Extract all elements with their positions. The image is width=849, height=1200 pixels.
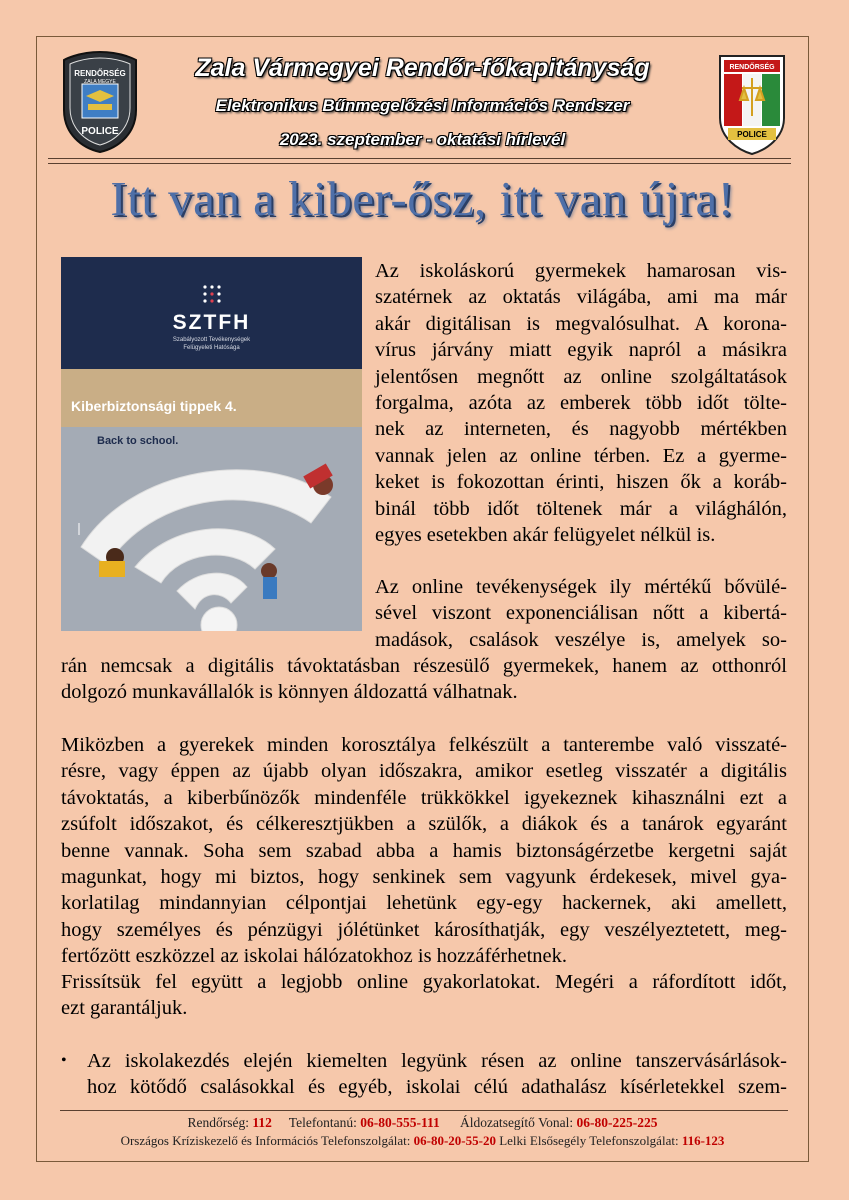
text-line: madások, csalások veszélye is, amelyek so- — [375, 628, 787, 651]
text-line: egyes esetekben akár felügyelet nélkül is. — [375, 524, 716, 547]
svg-text:RENDŐRSÉG: RENDŐRSÉG — [729, 64, 775, 71]
header-subtitle: Elektronikus Bűnmegelőzési Információs Rendszer — [215, 96, 630, 115]
text-line: fertőzött eszközzel az iskolai hálózatokhoz is hozzáférhetnek. — [61, 945, 567, 968]
cover-tip-label: Kiberbiztonsági tippek 4. — [71, 398, 237, 414]
paragraph-context — [61, 732, 787, 970]
bullet-item — [87, 1048, 787, 1101]
header-date: 2023. szeptember - oktatási hírlevél — [279, 130, 566, 149]
text-line: benne vannak. Soha sem szabad abba a hamis biztonságérzetbe kergetni saját — [61, 839, 787, 862]
cover-caption: Back to school. — [97, 435, 179, 447]
text-line: korlatilag mindannyian célpontjai lehetünk egy-egy hackernek, aki amellett, — [61, 892, 787, 915]
text-line: dolgozó munkavállalók is könnyen áldozattá válhatnak. — [61, 681, 518, 704]
victim-support-number: 06-80-225-225 — [576, 1115, 658, 1130]
text-line: Az online tevékenységek ily mértékű bővülé- — [375, 576, 787, 598]
text-line: vírus járvány miatt egyik napról a másikra — [375, 339, 787, 362]
text-line: jelentősen megnőtt az online szolgáltatások — [375, 365, 787, 388]
text-line: Frissítsük fel együtt a legjobb online gyakorlatokat. Megéri a ráfordított időt, — [61, 971, 787, 993]
paragraph-intro — [375, 258, 787, 548]
text-line: Az iskoláskorú gyermekek hamarosan vis- — [375, 260, 787, 282]
header-divider-bottom — [48, 163, 791, 164]
text-line: sével viszont exponenciálisan nőtt a kibertá- — [375, 602, 787, 625]
text-line: binál több időt töltenek már a világhálón, — [375, 497, 787, 520]
svg-text:POLICE: POLICE — [737, 130, 767, 139]
text-line: résre, vagy éppen az újabb olyan időszakra, amikor esetleg visszatér a digitális — [61, 760, 787, 783]
text-line: rán nemcsak a digitális távoktatásban részesülő gyermekek, hanem az otthonról — [61, 655, 787, 677]
cover-image — [61, 257, 362, 631]
text-line: szatérnek az oktatás világába, ami ma már — [375, 286, 787, 309]
paragraph-growth-continued — [61, 653, 787, 706]
paragraph-refresh — [61, 969, 787, 1022]
text-line: hoz kötődő csalásokkal és egyéb, iskolai célú adathalász kísérletekkel szem- — [87, 1076, 787, 1099]
text-line: Miközben a gyerekek minden korosztálya felkészült a tanterembe való visszaté- — [61, 734, 787, 756]
header-title: Zala Vármegyei Rendőr-főkapitányság — [195, 54, 650, 82]
header — [36, 36, 809, 166]
svg-text:ZALA MEGYE: ZALA MEGYE — [84, 79, 116, 85]
text-line: nek az interneten, és nagyobb mértékben — [375, 418, 787, 441]
text-line: ezt garantáljuk. — [61, 997, 188, 1020]
soul-help-number: 116-123 — [681, 1133, 725, 1148]
footer-line-2: Országos Kríziskezelő és Információs Telefonszolgálat: 06-80-20-55-20 Lelki Elsősegély Telefonszolgálat: 116-123 — [120, 1133, 725, 1148]
text-line: akár digitálisan is megvalósulhat. A korona- — [375, 312, 787, 335]
text-line: forgalma, azóta az emberek több időt tölte- — [375, 392, 787, 415]
wifi-illustration-icon — [61, 427, 362, 631]
paragraph-growth — [375, 574, 787, 653]
text-line: hogy személyes és pénzügyi jólétünket károsíthatják, egy veszélyeztetett, meg- — [61, 918, 787, 941]
svg-text:POLICE: POLICE — [81, 126, 119, 137]
phone-witness-number: 06-80-555-111 — [360, 1115, 440, 1130]
sztfh-dots-icon — [202, 284, 222, 304]
header-divider-top — [48, 158, 791, 159]
text-line: Az iskolakezdés elején kiemelten legyünk résen az online tanszervásárlások- — [87, 1050, 787, 1072]
text-line: keket is fokozottan érinti, hiszen ők a koráb- — [375, 471, 787, 494]
cover-logo-subtitle: Szabályozott Tevékenységek Felügyeleti Hatósága — [172, 337, 251, 351]
footer-line-1: Rendőrség: 112 Telefontanú: 06-80-555-111 Áldozatsegítő Vonal: 06-80-225-225 — [187, 1115, 658, 1130]
text-line: vannak jelen az online térben. Ez a gyerme- — [375, 444, 787, 467]
page-title: Itt van a kiber-ősz, itt van újra! — [110, 171, 735, 226]
text-line: magunkat, hogy mi biztos, hogy senkinek sem vagyunk érdekesek, mivel gya- — [61, 866, 787, 889]
police-number: 112 — [252, 1115, 272, 1130]
cover-logo: SZTFH — [172, 311, 251, 334]
footer-divider — [60, 1110, 788, 1111]
crisis-number: 06-80-20-55-20 — [413, 1133, 496, 1148]
text-line: zsúfolt időszakot, és célkeresztjükben a szülők, a diákok és a tanárok egyaránt — [61, 813, 787, 836]
text-line: távoktatás, a kiberbűnözők mindenféle trükkökkel igyekeznek kihasználni ezt a — [61, 786, 787, 809]
svg-text:RENDŐRSÉG: RENDŐRSÉG — [74, 69, 126, 78]
police-badge-right-icon — [716, 52, 788, 156]
bullet-marker: • — [61, 1052, 67, 1069]
